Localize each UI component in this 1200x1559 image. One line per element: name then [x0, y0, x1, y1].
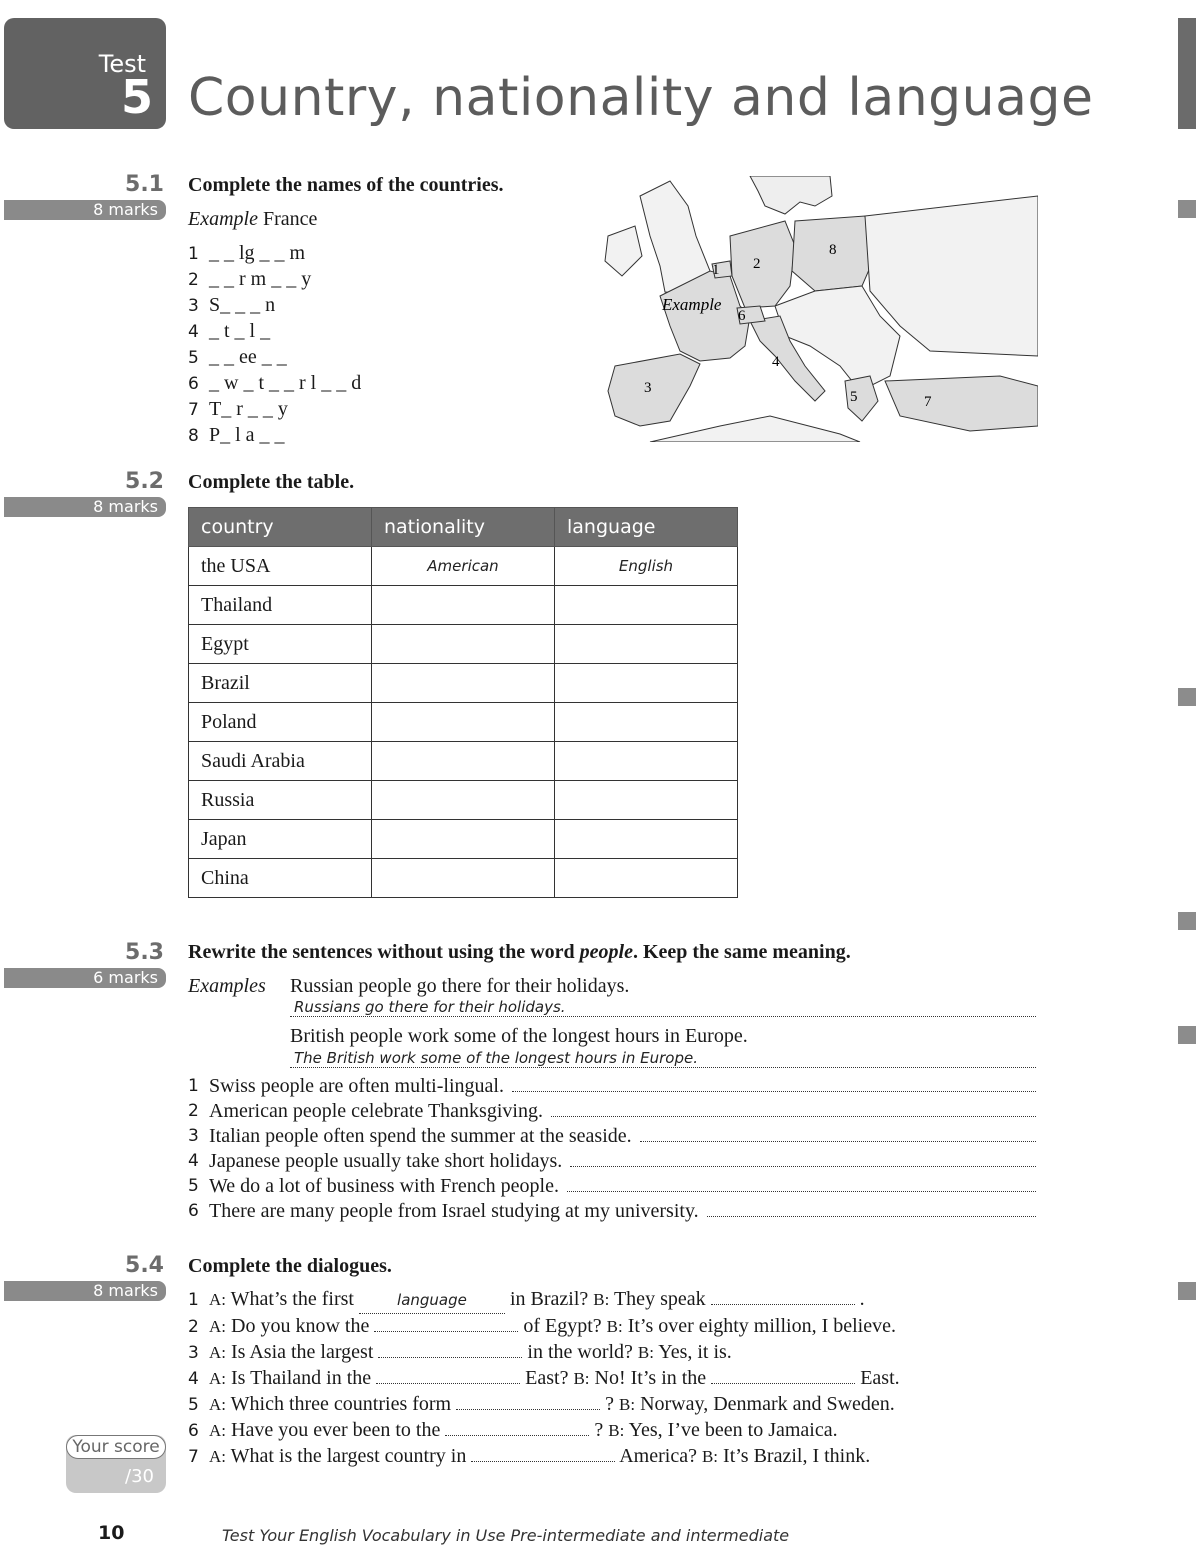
- rewrite-list: [188, 1074, 1036, 1224]
- book-title: Test Your English Vocabulary in Use Pre-intermediate and intermediate: [222, 1526, 790, 1545]
- edge-marker: [1178, 1026, 1196, 1044]
- map-label: 2: [753, 256, 761, 272]
- dialogue-item: 3 A: Is Asia the largest in the world? B: Yes, it is.: [188, 1341, 732, 1363]
- answer-line[interactable]: [471, 1461, 615, 1462]
- country-cell: Egypt: [189, 625, 372, 664]
- language-cell[interactable]: [555, 703, 738, 742]
- map-label: 8: [829, 242, 837, 258]
- marks-badge: 6 marks: [4, 968, 166, 988]
- map-label: 1: [712, 262, 720, 278]
- table-row: [189, 742, 738, 781]
- country-cell: Brazil: [189, 664, 372, 703]
- instruction: Complete the names of the countries.: [188, 174, 504, 196]
- nationality-cell[interactable]: [372, 664, 555, 703]
- nationality-cell[interactable]: [372, 820, 555, 859]
- score-box: [66, 1435, 166, 1493]
- edge-tab: [1178, 18, 1196, 129]
- answer-line[interactable]: [376, 1383, 520, 1384]
- table-row: [189, 664, 738, 703]
- answer-line[interactable]: [570, 1149, 1036, 1167]
- map-label: 7: [924, 394, 932, 410]
- dialogue-item: 1 A: What’s the first language in Brazil? B: They speak .: [188, 1287, 900, 1314]
- table-header: [189, 508, 738, 547]
- list-item: 4 _ t _ l _: [188, 320, 271, 342]
- map-example-label: Example: [662, 295, 722, 314]
- marks-badge: 8 marks: [4, 200, 166, 220]
- dialogue-item: 2 A: Do you know the of Egypt? B: It’s over eighty million, I believe.: [188, 1315, 896, 1337]
- list-item: 1 Swiss people are often multi-lingual.: [188, 1074, 1036, 1099]
- country-cell: Thailand: [189, 586, 372, 625]
- dialogue-item: 4 A: Is Thailand in the East? B: No! It’s in the East.: [188, 1367, 900, 1389]
- table-row: [189, 781, 738, 820]
- section-number: 5.3: [125, 940, 164, 965]
- country-cell: China: [189, 859, 372, 898]
- nationality-cell[interactable]: [372, 586, 555, 625]
- list-item: 8 P_ l a _ _: [188, 424, 285, 446]
- answer-line[interactable]: [456, 1409, 600, 1410]
- test-label: Test: [98, 50, 146, 78]
- map-label: 5: [850, 389, 858, 405]
- column-header: nationality: [372, 508, 555, 547]
- test-badge: [4, 18, 166, 129]
- answer-line[interactable]: [374, 1331, 518, 1332]
- answer-line[interactable]: [512, 1074, 1036, 1092]
- instruction: Complete the table.: [188, 471, 355, 493]
- nationality-cell[interactable]: [372, 742, 555, 781]
- page-number: 10: [98, 1522, 125, 1544]
- map-label: 4: [772, 354, 780, 370]
- dialogue-item: 7 A: What is the largest country in America? B: It’s Brazil, I think.: [188, 1445, 871, 1467]
- nationality-cell[interactable]: [372, 703, 555, 742]
- marks-badge: 8 marks: [4, 497, 166, 517]
- nationality-cell[interactable]: American: [372, 547, 555, 586]
- answer-line[interactable]: [445, 1435, 589, 1436]
- nationality-cell[interactable]: [372, 781, 555, 820]
- table-row: [189, 820, 738, 859]
- dialogue-item: 5 A: Which three countries form ? B: Norway, Denmark and Sweden.: [188, 1393, 895, 1415]
- list-item: 3 S_ _ _ n: [188, 294, 276, 316]
- nationality-table: [188, 507, 738, 898]
- example-sentence: Russian people go there for their holidays.: [290, 975, 630, 997]
- language-cell[interactable]: [555, 820, 738, 859]
- example-answer: France: [262, 208, 318, 230]
- country-cell: Russia: [189, 781, 372, 820]
- table-row: [189, 703, 738, 742]
- example-answer: Russians go there for their holidays.: [290, 998, 1036, 1017]
- dialogue-item: 6 A: Have you ever been to the ? B: Yes, I’ve been to Jamaica.: [188, 1419, 838, 1441]
- language-cell[interactable]: [555, 586, 738, 625]
- answer-line: language: [359, 1288, 505, 1314]
- answer-line[interactable]: [640, 1124, 1036, 1142]
- answer-line[interactable]: [551, 1099, 1036, 1117]
- answer-line[interactable]: [707, 1199, 1036, 1217]
- edge-marker: [1178, 688, 1196, 706]
- nationality-cell[interactable]: [372, 859, 555, 898]
- section-number: 5.1: [125, 172, 164, 197]
- table-row: [189, 586, 738, 625]
- list-item: 4 Japanese people usually take short holidays.: [188, 1149, 1036, 1174]
- edge-marker: [1178, 912, 1196, 930]
- score-total: /30: [125, 1466, 154, 1487]
- column-header: country: [189, 508, 372, 547]
- examples-label: Examples: [188, 975, 266, 997]
- list-item: 6 There are many people from Israel studying at my university.: [188, 1199, 1036, 1224]
- column-header: language: [555, 508, 738, 547]
- edge-marker: [1178, 200, 1196, 218]
- language-cell[interactable]: [555, 664, 738, 703]
- list-item: 3 Italian people often spend the summer at the seaside.: [188, 1124, 1036, 1149]
- dialogue-list: [188, 1287, 900, 1470]
- answer-line[interactable]: [378, 1357, 522, 1358]
- country-cell: Japan: [189, 820, 372, 859]
- answer-line[interactable]: [711, 1383, 855, 1384]
- country-cell: Saudi Arabia: [189, 742, 372, 781]
- score-label: Your score: [66, 1435, 166, 1459]
- map-label: 3: [644, 380, 652, 396]
- instruction: Rewrite the sentences without using the word people. Keep the same meaning.: [188, 941, 851, 963]
- list-item: 7 T_ r _ _ y: [188, 398, 288, 420]
- language-cell[interactable]: [555, 742, 738, 781]
- test-number: 5: [120, 70, 153, 124]
- table-row: [189, 625, 738, 664]
- list-item: 1 _ _ lg _ _ m: [188, 242, 306, 264]
- country-cell: the USA: [189, 547, 372, 586]
- page-title: Country, nationality and language: [188, 68, 1094, 128]
- language-cell[interactable]: [555, 859, 738, 898]
- example-sentence: British people work some of the longest hours in Europe.: [290, 1025, 748, 1047]
- language-cell[interactable]: English: [555, 547, 738, 586]
- europe-map: [600, 176, 1038, 442]
- instruction: Complete the dialogues.: [188, 1255, 392, 1277]
- edge-marker: [1178, 1282, 1196, 1300]
- list-item: 2 _ _ r m _ _ y: [188, 268, 312, 290]
- nationality-cell[interactable]: [372, 625, 555, 664]
- table-row: [189, 859, 738, 898]
- section-number: 5.4: [125, 1253, 164, 1278]
- list-item: 5 _ _ ee _ _: [188, 346, 287, 368]
- answer-line[interactable]: [711, 1304, 855, 1305]
- answer-line[interactable]: [567, 1174, 1036, 1192]
- language-cell[interactable]: [555, 625, 738, 664]
- example-label: Example: [188, 208, 258, 230]
- country-list: [188, 241, 361, 449]
- list-item: 6 _ w _ t _ _ r l _ _ d: [188, 372, 362, 394]
- marks-badge: 8 marks: [4, 1281, 166, 1301]
- example-answer: The British work some of the longest hours in Europe.: [290, 1049, 1036, 1068]
- section-number: 5.2: [125, 469, 164, 494]
- country-cell: Poland: [189, 703, 372, 742]
- list-item: 2 American people celebrate Thanksgiving.: [188, 1099, 1036, 1124]
- table-row: [189, 547, 738, 586]
- language-cell[interactable]: [555, 781, 738, 820]
- example-line: [188, 207, 317, 232]
- list-item: 5 We do a lot of business with French people.: [188, 1174, 1036, 1199]
- map-label: 6: [738, 308, 746, 324]
